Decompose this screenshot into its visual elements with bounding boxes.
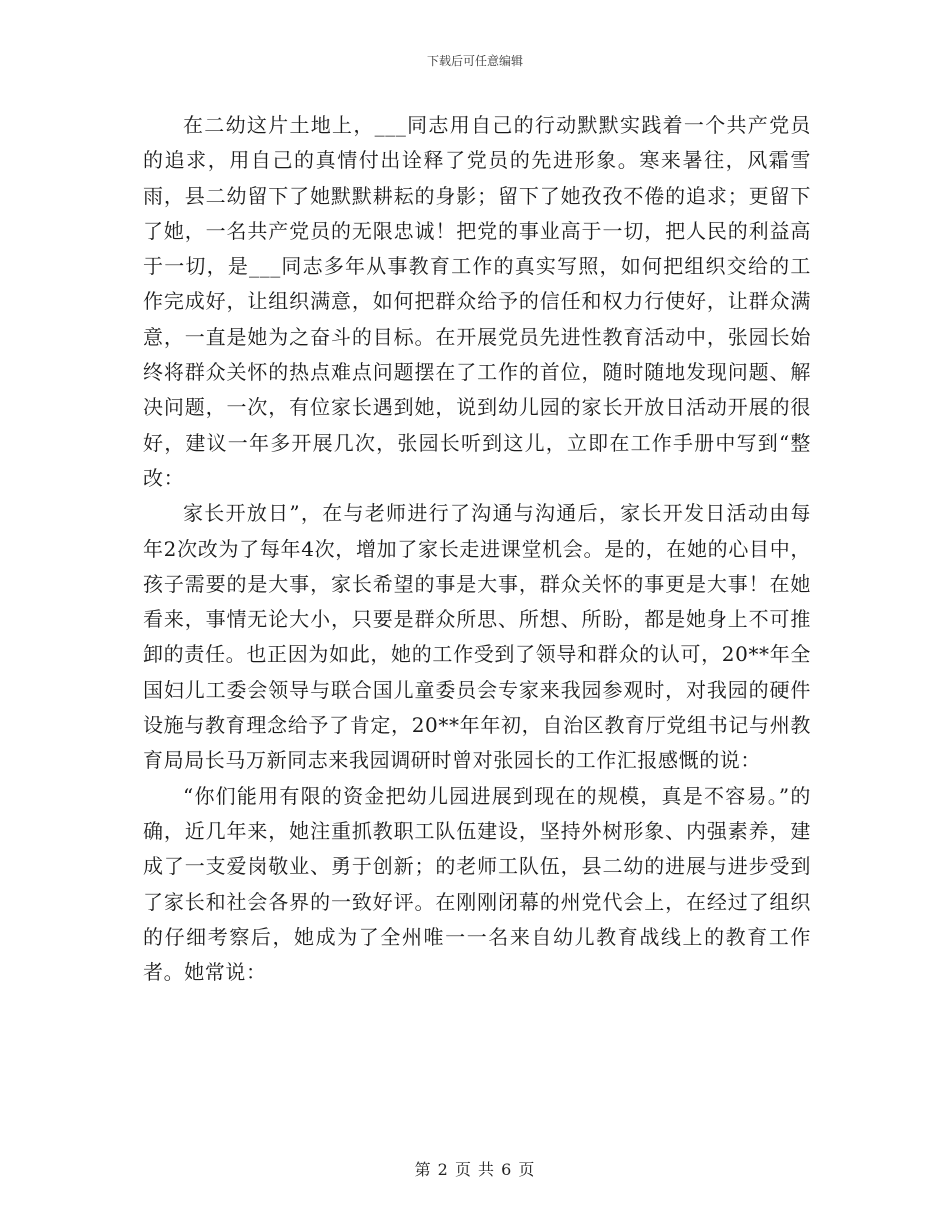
paragraph-3: “你们能用有限的资金把幼儿园进展到现在的规模，真是不容易。”的确，近几年来，她注重抓教职工队伍建设，坚持外树形象、内强素养，建成了一支爱岗敬业、勇于创新；的老师工队伍，县二幼的进展与进步受到了家长和社会各界的一致好评。在刚刚闭幕的州党代会上，在经过了组织的仔细考察后，她成为了全州唯一一名来自幼儿教育战线上的教育工作者。她常说：: [143, 783, 811, 985]
paragraph-2: 家长开放日”，在与老师进行了沟通与沟通后，家长开发日活动由每年2次改为了每年4次，增加了家长走进课堂机会。是的，在她的心目中，孩子需要的是大事，家长希望的事是大事，群众关怀的事更是大事！在她看来，事情无论大小，只要是群众所思、所想、所盼，都是她身上不可推卸的责任。也正因为如此，她的工作受到了领导和群众的认可，20**年全国妇儿工委会领导与联合国儿童委员会专家来我园参观时，对我园的硬件设施与教育理念给予了肯定，20**年年初，自治区教育厅党组书记与州教育局局长马万新同志来我园调研时曾对张园长的工作汇报感慨的说：: [143, 501, 811, 773]
page-number-footer: 第 2 页 共 6 页: [414, 1160, 536, 1179]
page-header: 下载后可任意编辑: [426, 54, 523, 68]
document-body: [143, 108, 811, 990]
paragraph-1: 在二幼这片土地上，___同志用自己的行动默默实践着一个共产党员的追求，用自己的真情付出诠释了党员的先进形象。寒来暑往，风霜雪雨，县二幼留下了她默默耕耘的身影；留下了她孜孜不倦的追求；更留下了她，一名共产党员的无限忠诚！把党的事业高于一切，把人民的利益高于一切，是___同志多年从事教育工作的真实写照，如何把组织交给的工作完成好，让组织满意，如何把群众给予的信任和权力行使好，让群众满意，一直是她为之奋斗的目标。在开展党员先进性教育活动中，张园长始终将群众关怀的热点难点问题摆在了工作的首位，随时随地发现问题、解决问题，一次，有位家长遇到她，说到幼儿园的家长开放日活动开展的很好，建议一年多开展几次，张园长听到这儿，立即在工作手册中写到“整改：: [143, 113, 811, 490]
